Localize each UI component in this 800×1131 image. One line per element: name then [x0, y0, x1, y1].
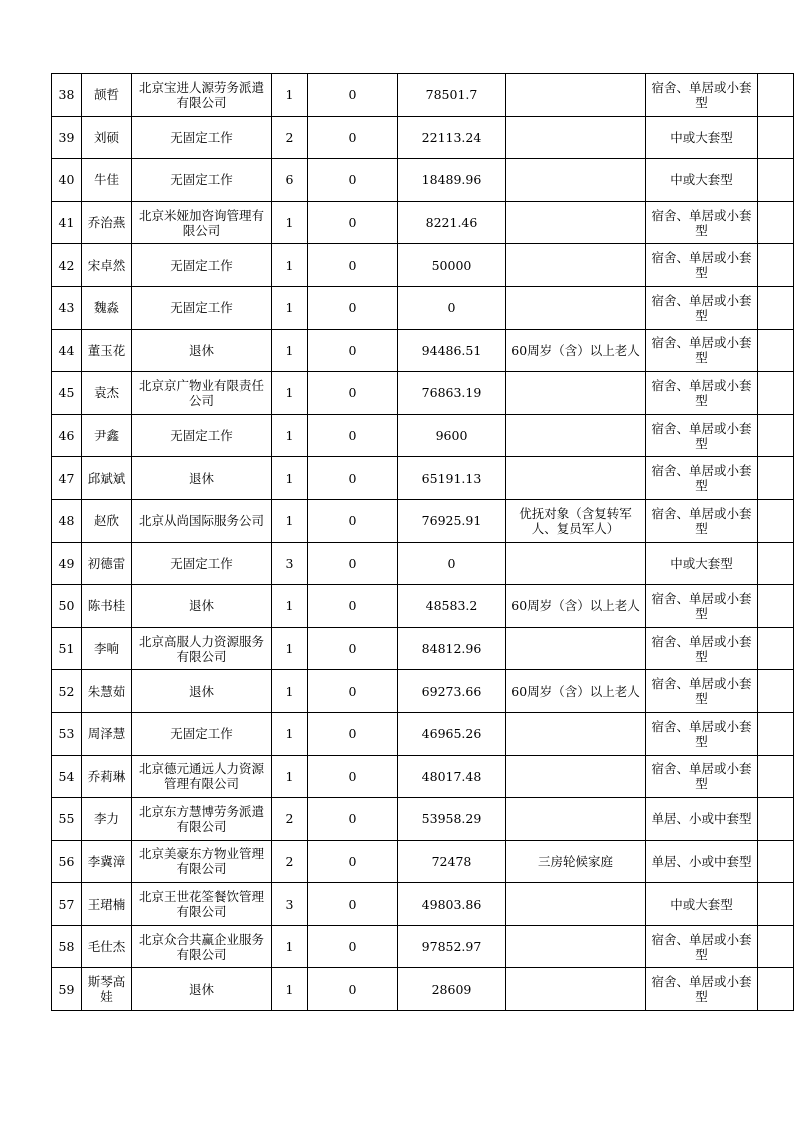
housing-type-cell: 宿舍、单居或小套型 [646, 244, 758, 287]
row-number-cell: 38 [52, 74, 82, 117]
priority-note-cell [506, 116, 646, 159]
priority-note-cell: 优抚对象（含复转军人、复员军人） [506, 499, 646, 542]
employer-cell: 无固定工作 [132, 286, 272, 329]
priority-note-cell [506, 712, 646, 755]
household-size-cell: 3 [272, 883, 308, 926]
zero-value-cell: 0 [308, 925, 398, 968]
table-row [52, 670, 794, 713]
row-number-cell: 48 [52, 499, 82, 542]
table-row [52, 883, 794, 926]
employer-cell: 北京德元通远人力资源管理有限公司 [132, 755, 272, 798]
applicant-name-cell: 董玉花 [82, 329, 132, 372]
housing-type-cell: 单居、小或中套型 [646, 798, 758, 841]
household-income-cell: 69273.66 [398, 670, 506, 713]
applicant-name-cell: 斯琴高娃 [82, 968, 132, 1011]
applicant-name-cell: 陈书桂 [82, 585, 132, 628]
employer-cell: 北京美豪东方物业管理有限公司 [132, 840, 272, 883]
employer-cell: 北京高服人力资源服务有限公司 [132, 627, 272, 670]
applicant-name-cell: 牛佳 [82, 159, 132, 202]
remark-cell [758, 670, 794, 713]
zero-value-cell: 0 [308, 414, 398, 457]
household-size-cell: 1 [272, 457, 308, 500]
row-number-cell: 47 [52, 457, 82, 500]
priority-note-cell: 三房轮候家庭 [506, 840, 646, 883]
household-size-cell: 1 [272, 670, 308, 713]
employer-cell: 北京米娅加咨询管理有限公司 [132, 201, 272, 244]
housing-type-cell: 宿舍、单居或小套型 [646, 372, 758, 415]
household-income-cell: 84812.96 [398, 627, 506, 670]
housing-type-cell: 宿舍、单居或小套型 [646, 627, 758, 670]
row-number-cell: 49 [52, 542, 82, 585]
table-row [52, 329, 794, 372]
priority-note-cell [506, 244, 646, 287]
employer-cell: 无固定工作 [132, 712, 272, 755]
remark-cell [758, 883, 794, 926]
remark-cell [758, 329, 794, 372]
applicant-name-cell: 毛仕杰 [82, 925, 132, 968]
housing-type-cell: 中或大套型 [646, 883, 758, 926]
remark-cell [758, 585, 794, 628]
employer-cell: 退休 [132, 968, 272, 1011]
row-number-cell: 44 [52, 329, 82, 372]
applicant-table [51, 73, 794, 1011]
applicant-name-cell: 初德雷 [82, 542, 132, 585]
zero-value-cell: 0 [308, 585, 398, 628]
remark-cell [758, 755, 794, 798]
applicant-name-cell: 李力 [82, 798, 132, 841]
table-row [52, 542, 794, 585]
applicant-name-cell: 赵欣 [82, 499, 132, 542]
table-row [52, 159, 794, 202]
applicant-name-cell: 李冀漳 [82, 840, 132, 883]
applicant-name-cell: 刘硕 [82, 116, 132, 159]
priority-note-cell [506, 755, 646, 798]
priority-note-cell [506, 201, 646, 244]
household-income-cell: 48583.2 [398, 585, 506, 628]
row-number-cell: 45 [52, 372, 82, 415]
household-size-cell: 1 [272, 286, 308, 329]
priority-note-cell [506, 159, 646, 202]
zero-value-cell: 0 [308, 968, 398, 1011]
housing-type-cell: 宿舍、单居或小套型 [646, 925, 758, 968]
zero-value-cell: 0 [308, 372, 398, 415]
row-number-cell: 52 [52, 670, 82, 713]
employer-cell: 北京京广物业有限责任公司 [132, 372, 272, 415]
priority-note-cell [506, 414, 646, 457]
household-income-cell: 46965.26 [398, 712, 506, 755]
applicant-name-cell: 尹鑫 [82, 414, 132, 457]
zero-value-cell: 0 [308, 499, 398, 542]
priority-note-cell [506, 372, 646, 415]
zero-value-cell: 0 [308, 244, 398, 287]
housing-type-cell: 宿舍、单居或小套型 [646, 670, 758, 713]
table-row [52, 499, 794, 542]
remark-cell [758, 925, 794, 968]
table-row [52, 116, 794, 159]
remark-cell [758, 414, 794, 457]
row-number-cell: 46 [52, 414, 82, 457]
row-number-cell: 54 [52, 755, 82, 798]
zero-value-cell: 0 [308, 712, 398, 755]
housing-type-cell: 宿舍、单居或小套型 [646, 457, 758, 500]
household-size-cell: 1 [272, 755, 308, 798]
household-size-cell: 6 [272, 159, 308, 202]
zero-value-cell: 0 [308, 840, 398, 883]
household-size-cell: 2 [272, 840, 308, 883]
employer-cell: 北京东方慧博劳务派遣有限公司 [132, 798, 272, 841]
household-income-cell: 49803.86 [398, 883, 506, 926]
row-number-cell: 53 [52, 712, 82, 755]
household-income-cell: 97852.97 [398, 925, 506, 968]
zero-value-cell: 0 [308, 286, 398, 329]
table-row [52, 925, 794, 968]
household-income-cell: 22113.24 [398, 116, 506, 159]
row-number-cell: 55 [52, 798, 82, 841]
employer-cell: 无固定工作 [132, 116, 272, 159]
table-row [52, 457, 794, 500]
priority-note-cell [506, 286, 646, 329]
remark-cell [758, 968, 794, 1011]
remark-cell [758, 457, 794, 500]
household-size-cell: 1 [272, 414, 308, 457]
row-number-cell: 40 [52, 159, 82, 202]
row-number-cell: 59 [52, 968, 82, 1011]
remark-cell [758, 712, 794, 755]
housing-type-cell: 宿舍、单居或小套型 [646, 585, 758, 628]
household-income-cell: 76863.19 [398, 372, 506, 415]
table-row [52, 201, 794, 244]
priority-note-cell [506, 542, 646, 585]
household-income-cell: 18489.96 [398, 159, 506, 202]
housing-type-cell: 中或大套型 [646, 116, 758, 159]
household-size-cell: 3 [272, 542, 308, 585]
housing-type-cell: 宿舍、单居或小套型 [646, 286, 758, 329]
housing-type-cell: 宿舍、单居或小套型 [646, 414, 758, 457]
zero-value-cell: 0 [308, 670, 398, 713]
household-size-cell: 1 [272, 712, 308, 755]
row-number-cell: 51 [52, 627, 82, 670]
household-size-cell: 1 [272, 968, 308, 1011]
table-row [52, 372, 794, 415]
applicant-name-cell: 袁杰 [82, 372, 132, 415]
remark-cell [758, 116, 794, 159]
housing-type-cell: 中或大套型 [646, 542, 758, 585]
applicant-name-cell: 邱斌斌 [82, 457, 132, 500]
table-row [52, 798, 794, 841]
table-row [52, 414, 794, 457]
remark-cell [758, 627, 794, 670]
zero-value-cell: 0 [308, 74, 398, 117]
household-size-cell: 1 [272, 74, 308, 117]
household-size-cell: 1 [272, 329, 308, 372]
employer-cell: 无固定工作 [132, 414, 272, 457]
household-income-cell: 72478 [398, 840, 506, 883]
remark-cell [758, 798, 794, 841]
priority-note-cell [506, 627, 646, 670]
employer-cell: 退休 [132, 670, 272, 713]
household-income-cell: 76925.91 [398, 499, 506, 542]
priority-note-cell [506, 457, 646, 500]
table-row [52, 585, 794, 628]
zero-value-cell: 0 [308, 201, 398, 244]
employer-cell: 北京王世花筌餐饮管理有限公司 [132, 883, 272, 926]
applicant-name-cell: 李响 [82, 627, 132, 670]
employer-cell: 退休 [132, 457, 272, 500]
remark-cell [758, 542, 794, 585]
employer-cell: 退休 [132, 585, 272, 628]
household-income-cell: 0 [398, 286, 506, 329]
applicant-name-cell: 乔治燕 [82, 201, 132, 244]
applicant-name-cell: 周泽慧 [82, 712, 132, 755]
employer-cell: 无固定工作 [132, 244, 272, 287]
housing-type-cell: 单居、小或中套型 [646, 840, 758, 883]
row-number-cell: 39 [52, 116, 82, 159]
priority-note-cell [506, 798, 646, 841]
employer-cell: 无固定工作 [132, 159, 272, 202]
household-size-cell: 1 [272, 201, 308, 244]
zero-value-cell: 0 [308, 627, 398, 670]
priority-note-cell [506, 74, 646, 117]
row-number-cell: 57 [52, 883, 82, 926]
table-row [52, 755, 794, 798]
household-income-cell: 9600 [398, 414, 506, 457]
applicant-name-cell: 朱慧茹 [82, 670, 132, 713]
employer-cell: 北京从尚国际服务公司 [132, 499, 272, 542]
household-size-cell: 1 [272, 925, 308, 968]
housing-type-cell: 宿舍、单居或小套型 [646, 74, 758, 117]
zero-value-cell: 0 [308, 116, 398, 159]
household-income-cell: 94486.51 [398, 329, 506, 372]
table-row [52, 840, 794, 883]
table-body [52, 74, 794, 1011]
employer-cell: 北京宝进人源劳务派遣有限公司 [132, 74, 272, 117]
housing-type-cell: 中或大套型 [646, 159, 758, 202]
household-size-cell: 1 [272, 585, 308, 628]
housing-type-cell: 宿舍、单居或小套型 [646, 755, 758, 798]
household-size-cell: 2 [272, 798, 308, 841]
housing-type-cell: 宿舍、单居或小套型 [646, 329, 758, 372]
row-number-cell: 50 [52, 585, 82, 628]
table-row [52, 968, 794, 1011]
housing-type-cell: 宿舍、单居或小套型 [646, 201, 758, 244]
zero-value-cell: 0 [308, 159, 398, 202]
housing-type-cell: 宿舍、单居或小套型 [646, 968, 758, 1011]
priority-note-cell [506, 883, 646, 926]
priority-note-cell [506, 968, 646, 1011]
household-size-cell: 1 [272, 627, 308, 670]
household-income-cell: 8221.46 [398, 201, 506, 244]
household-size-cell: 1 [272, 499, 308, 542]
household-income-cell: 0 [398, 542, 506, 585]
housing-type-cell: 宿舍、单居或小套型 [646, 499, 758, 542]
remark-cell [758, 74, 794, 117]
remark-cell [758, 840, 794, 883]
remark-cell [758, 159, 794, 202]
applicant-name-cell: 宋卓然 [82, 244, 132, 287]
applicant-name-cell: 乔莉琳 [82, 755, 132, 798]
zero-value-cell: 0 [308, 457, 398, 500]
remark-cell [758, 201, 794, 244]
employer-cell: 退休 [132, 329, 272, 372]
applicant-name-cell: 魏淼 [82, 286, 132, 329]
row-number-cell: 56 [52, 840, 82, 883]
zero-value-cell: 0 [308, 883, 398, 926]
table-row [52, 286, 794, 329]
zero-value-cell: 0 [308, 798, 398, 841]
table-row [52, 244, 794, 287]
priority-note-cell: 60周岁（含）以上老人 [506, 585, 646, 628]
zero-value-cell: 0 [308, 755, 398, 798]
household-income-cell: 48017.48 [398, 755, 506, 798]
row-number-cell: 43 [52, 286, 82, 329]
household-size-cell: 1 [272, 372, 308, 415]
employer-cell: 无固定工作 [132, 542, 272, 585]
housing-type-cell: 宿舍、单居或小套型 [646, 712, 758, 755]
zero-value-cell: 0 [308, 542, 398, 585]
applicant-name-cell: 王珺楠 [82, 883, 132, 926]
priority-note-cell: 60周岁（含）以上老人 [506, 670, 646, 713]
household-income-cell: 28609 [398, 968, 506, 1011]
household-income-cell: 78501.7 [398, 74, 506, 117]
zero-value-cell: 0 [308, 329, 398, 372]
row-number-cell: 41 [52, 201, 82, 244]
table-row [52, 627, 794, 670]
priority-note-cell: 60周岁（含）以上老人 [506, 329, 646, 372]
remark-cell [758, 372, 794, 415]
household-income-cell: 50000 [398, 244, 506, 287]
row-number-cell: 58 [52, 925, 82, 968]
remark-cell [758, 244, 794, 287]
household-income-cell: 53958.29 [398, 798, 506, 841]
applicant-name-cell: 颉哲 [82, 74, 132, 117]
remark-cell [758, 286, 794, 329]
remark-cell [758, 499, 794, 542]
household-income-cell: 65191.13 [398, 457, 506, 500]
employer-cell: 北京众合共赢企业服务有限公司 [132, 925, 272, 968]
table-row [52, 74, 794, 117]
table-row [52, 712, 794, 755]
household-size-cell: 2 [272, 116, 308, 159]
priority-note-cell [506, 925, 646, 968]
row-number-cell: 42 [52, 244, 82, 287]
household-size-cell: 1 [272, 244, 308, 287]
